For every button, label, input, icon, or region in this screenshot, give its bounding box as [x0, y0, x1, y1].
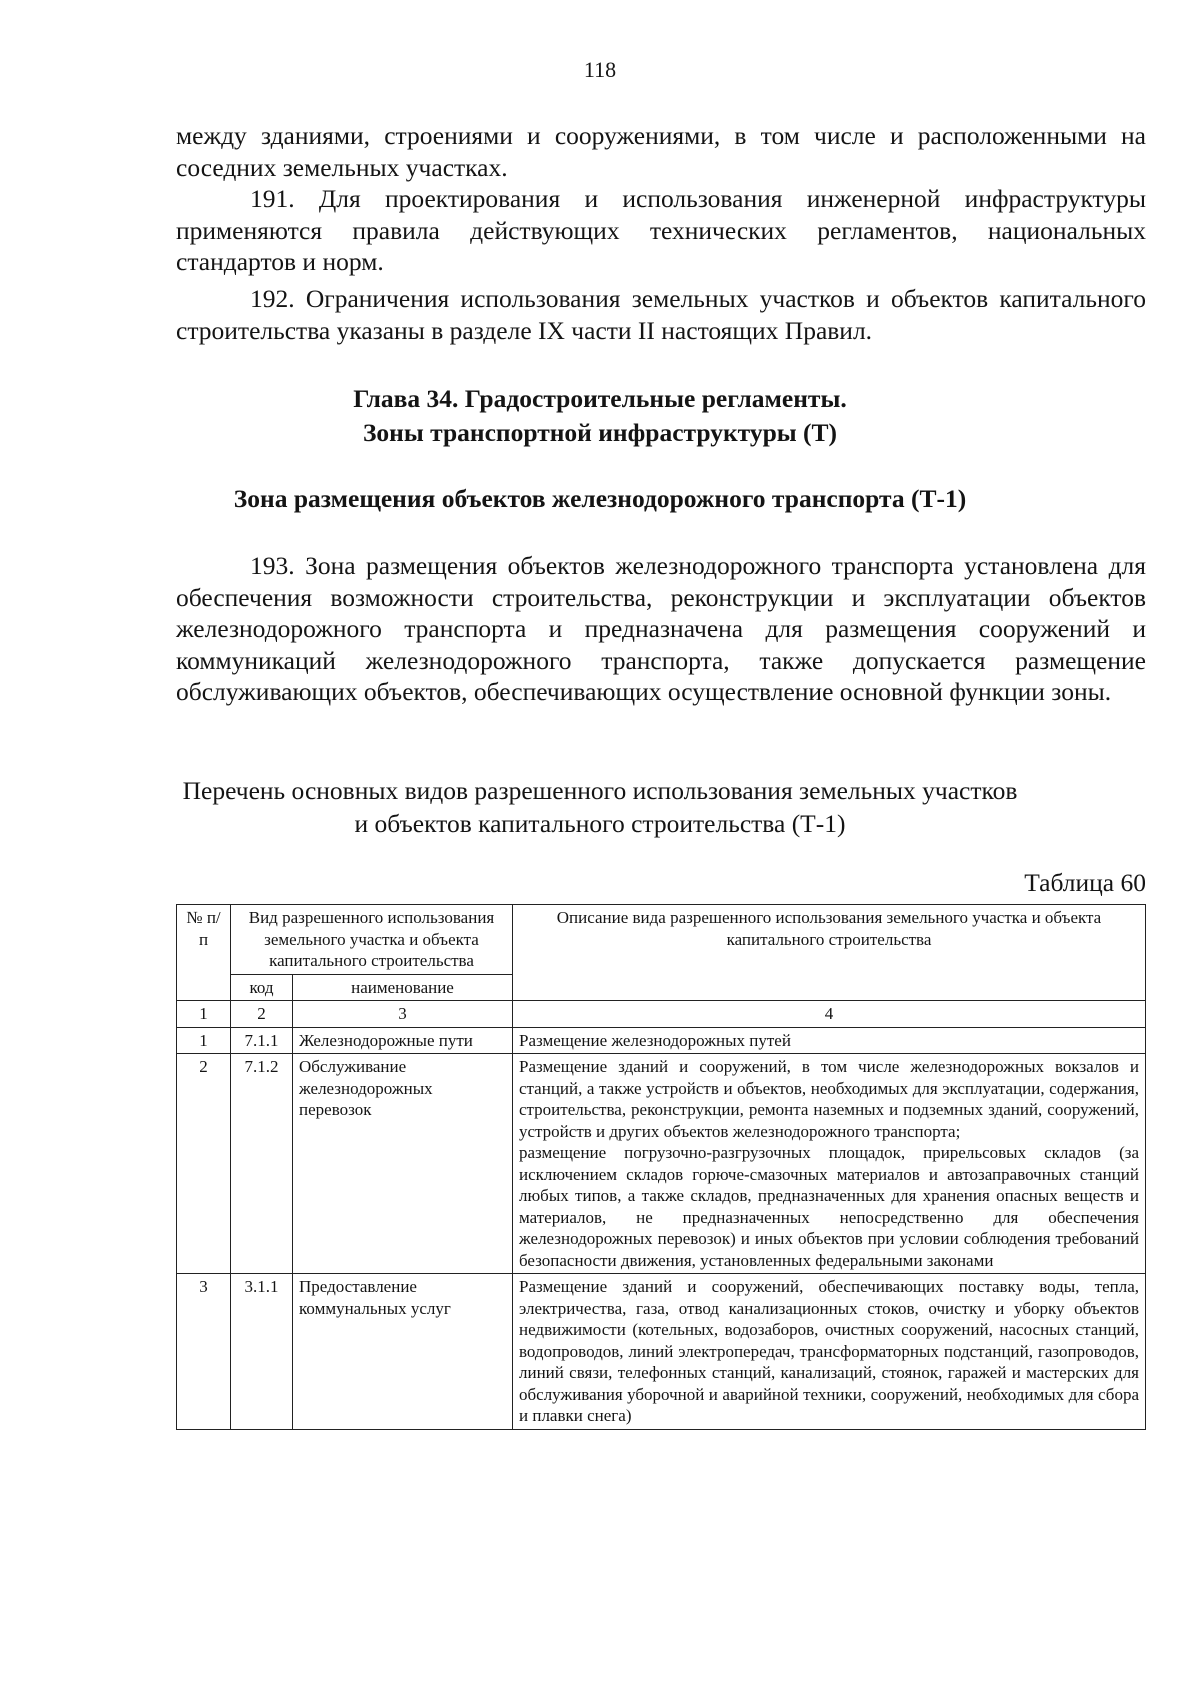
- row-num: 2: [177, 1054, 231, 1274]
- paragraph-191: [176, 183, 1146, 278]
- paragraph-191-text: 191. Для проектирования и использования инженерной инфраструктуры применяются правила действующих технических регламентов, национальных стандартов и норм.: [176, 184, 1146, 276]
- column-number: 2: [231, 1001, 293, 1028]
- row-description: Размещение зданий и сооружений, обеспечивающих поставку воды, тепла, электричества, газа, отвод канализационных стоков, очистку и уборку объектов недвижимости (котельных, водозаборов, очистных сооружений, насосных станций, водопроводов, линий электропередач, трансформаторных подстанций, газопроводов, линий связи, телефонных станций, канализаций, стоянок, гаражей и мастерских для обслуживания уборочной и аварийной техники, сооружений, необходимых для сбора и плавки снега): [513, 1274, 1146, 1430]
- table-header-row: [177, 905, 1146, 975]
- paragraph-intro-text: между зданиями, строениями и сооружениями, в том числе и расположенными на соседних земельных участках.: [176, 121, 1146, 182]
- row-description-part2: размещение погрузочно-разгрузочных площадок, прирельсовых складов (за исключением складов горюче-смазочных материалов и автозаправочных станций любых типов, а также складов, предназначенных для хранения опасных веществ и материалов, не предназначенных непосредственно для обеспечения железнодорожных перевозок) и иных объектов при условии соблюдения требований безопасности движения, установленных федеральными законами: [519, 1143, 1139, 1270]
- row-num: 1: [177, 1027, 231, 1054]
- column-number: 3: [293, 1001, 513, 1028]
- row-num: 3: [177, 1274, 231, 1430]
- row-description: Размещение железнодорожных путей: [513, 1027, 1146, 1054]
- paragraph-192-text: 192. Ограничения использования земельных участков и объектов капитального строительства указаны в разделе IX части II настоящих Правил.: [176, 284, 1146, 345]
- list-title-line2: и объектов капитального строительства (Т-1): [354, 809, 846, 838]
- row-code: 3.1.1: [231, 1274, 293, 1430]
- chapter-title-line1: Глава 34. Градостроительные регламенты.: [353, 384, 847, 413]
- land-use-table: [176, 904, 1146, 1430]
- chapter-title: [0, 382, 1200, 450]
- page-number: 118: [583, 57, 617, 82]
- header-code: код: [231, 974, 293, 1001]
- row-name: Обслуживание железнодорожных перевозок: [293, 1054, 513, 1274]
- header-description: Описание вида разрешенного использования земельного участка и объекта капитального строительства: [513, 905, 1146, 1001]
- zone-title: Зона размещения объектов железнодорожного транспорта (Т-1): [233, 484, 967, 513]
- header-num: № п/п: [177, 905, 231, 1001]
- header-name: наименование: [293, 974, 513, 1001]
- column-number: 1: [177, 1001, 231, 1028]
- row-code: 7.1.2: [231, 1054, 293, 1274]
- table-row: [177, 1054, 1146, 1274]
- row-description: [513, 1054, 1146, 1274]
- table-column-numbers-row: [177, 1001, 1146, 1028]
- table-row: [177, 1274, 1146, 1430]
- header-kind: Вид разрешенного использования земельного участка и объекта капитального строительства: [231, 905, 513, 975]
- list-title-line1: Перечень основных видов разрешенного использования земельных участков: [182, 776, 1018, 805]
- row-name: Железнодорожные пути: [293, 1027, 513, 1054]
- row-description-part1: Размещение зданий и сооружений, в том числе железнодорожных вокзалов и станций, а также устройств и объектов, необходимых для эксплуатации, содержания, строительства, реконструкции, ремонта наземных и подземных зданий, сооружений, устройств и других объектов железнодорожного транспорта;: [519, 1057, 1139, 1141]
- row-name: Предоставление коммунальных услуг: [293, 1274, 513, 1430]
- paragraph-193: [176, 550, 1146, 708]
- list-title: [0, 774, 1200, 840]
- row-code: 7.1.1: [231, 1027, 293, 1054]
- paragraph-193-text: 193. Зона размещения объектов железнодорожного транспорта установлена для обеспечения возможности строительства, реконструкции и эксплуатации объектов железнодорожного транспорта и предназначена для размещения сооружений и коммуникаций железнодорожного транспорта, также допускается размещение обслуживающих объектов, обеспечивающих осуществление основной функции зоны.: [176, 551, 1146, 706]
- table-row: [177, 1027, 1146, 1054]
- chapter-title-line2: Зоны транспортной инфраструктуры (Т): [362, 418, 838, 447]
- table-caption: Таблица 60: [1024, 868, 1146, 897]
- paragraph-intro: [176, 120, 1146, 183]
- column-number: 4: [513, 1001, 1146, 1028]
- paragraph-192: [176, 283, 1146, 346]
